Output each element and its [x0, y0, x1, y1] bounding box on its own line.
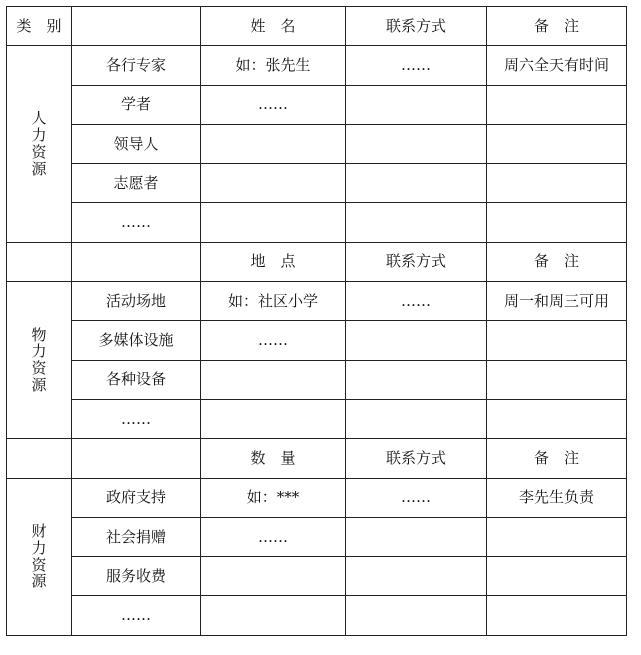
name-header: 姓 名	[201, 7, 346, 46]
name-cell: 如：张先生	[201, 46, 346, 85]
financial-header-row	[7, 439, 627, 478]
blank-cell	[7, 242, 72, 281]
contact-cell	[346, 596, 487, 635]
contact-cell	[346, 203, 487, 242]
place-cell	[201, 360, 346, 399]
note-cell	[487, 596, 627, 635]
item-header-blank	[72, 7, 201, 46]
item-cell: ……	[72, 203, 201, 242]
item-cell: 志愿者	[72, 164, 201, 203]
table-row	[7, 557, 627, 596]
contact-cell	[346, 164, 487, 203]
material-resources-category	[7, 282, 72, 439]
material-resources-label: 物力资源	[31, 325, 47, 394]
note-cell	[487, 557, 627, 596]
name-cell	[201, 164, 346, 203]
amount-cell: 如：***	[201, 478, 346, 517]
note-header: 备 注	[487, 439, 627, 478]
financial-resources-category	[7, 478, 72, 635]
blank-cell	[72, 439, 201, 478]
item-cell: 各行专家	[72, 46, 201, 85]
place-cell: 如：社区小学	[201, 282, 346, 321]
contact-cell	[346, 124, 487, 163]
place-cell	[201, 399, 346, 438]
table-row	[7, 85, 627, 124]
item-cell: 领导人	[72, 124, 201, 163]
note-cell	[487, 399, 627, 438]
contact-cell	[346, 85, 487, 124]
contact-cell: ……	[346, 46, 487, 85]
contact-cell	[346, 321, 487, 360]
table-row	[7, 164, 627, 203]
financial-resources-label: 财力资源	[31, 522, 47, 591]
blank-cell	[7, 439, 72, 478]
item-cell: 社会捐赠	[72, 517, 201, 556]
amount-cell: ……	[201, 517, 346, 556]
name-cell	[201, 203, 346, 242]
item-cell: ……	[72, 399, 201, 438]
place-cell: ……	[201, 321, 346, 360]
contact-header: 联系方式	[346, 242, 487, 281]
item-cell: 政府支持	[72, 478, 201, 517]
note-cell	[487, 164, 627, 203]
contact-cell	[346, 517, 487, 556]
name-cell	[201, 124, 346, 163]
place-header: 地 点	[201, 242, 346, 281]
item-cell: ……	[72, 596, 201, 635]
note-cell	[487, 517, 627, 556]
note-cell: 周一和周三可用	[487, 282, 627, 321]
amount-cell	[201, 557, 346, 596]
note-cell	[487, 124, 627, 163]
note-cell	[487, 321, 627, 360]
note-header: 备 注	[487, 242, 627, 281]
note-cell	[487, 360, 627, 399]
table-row	[7, 360, 627, 399]
amount-header: 数 量	[201, 439, 346, 478]
contact-cell	[346, 557, 487, 596]
resource-table	[6, 6, 627, 636]
table-row	[7, 124, 627, 163]
category-header: 类 别	[7, 7, 72, 46]
item-cell: 学者	[72, 85, 201, 124]
table-row	[7, 321, 627, 360]
note-cell: 周六全天有时间	[487, 46, 627, 85]
item-cell: 多媒体设施	[72, 321, 201, 360]
contact-header: 联系方式	[346, 7, 487, 46]
item-cell: 活动场地	[72, 282, 201, 321]
note-cell	[487, 85, 627, 124]
table-row	[7, 282, 627, 321]
blank-cell	[72, 242, 201, 281]
human-resources-label: 人力资源	[31, 109, 47, 178]
item-cell: 服务收费	[72, 557, 201, 596]
header-row	[7, 7, 627, 46]
table-row	[7, 46, 627, 85]
human-resources-category	[7, 46, 72, 242]
item-cell: 各种设备	[72, 360, 201, 399]
amount-cell	[201, 596, 346, 635]
table-row	[7, 517, 627, 556]
table-row	[7, 203, 627, 242]
note-cell: 李先生负责	[487, 478, 627, 517]
name-cell: ……	[201, 85, 346, 124]
table-row	[7, 596, 627, 635]
table-row	[7, 399, 627, 438]
contact-cell: ……	[346, 282, 487, 321]
contact-header: 联系方式	[346, 439, 487, 478]
material-header-row	[7, 242, 627, 281]
contact-cell: ……	[346, 478, 487, 517]
table-row	[7, 478, 627, 517]
contact-cell	[346, 360, 487, 399]
note-cell	[487, 203, 627, 242]
contact-cell	[346, 399, 487, 438]
note-header: 备 注	[487, 7, 627, 46]
